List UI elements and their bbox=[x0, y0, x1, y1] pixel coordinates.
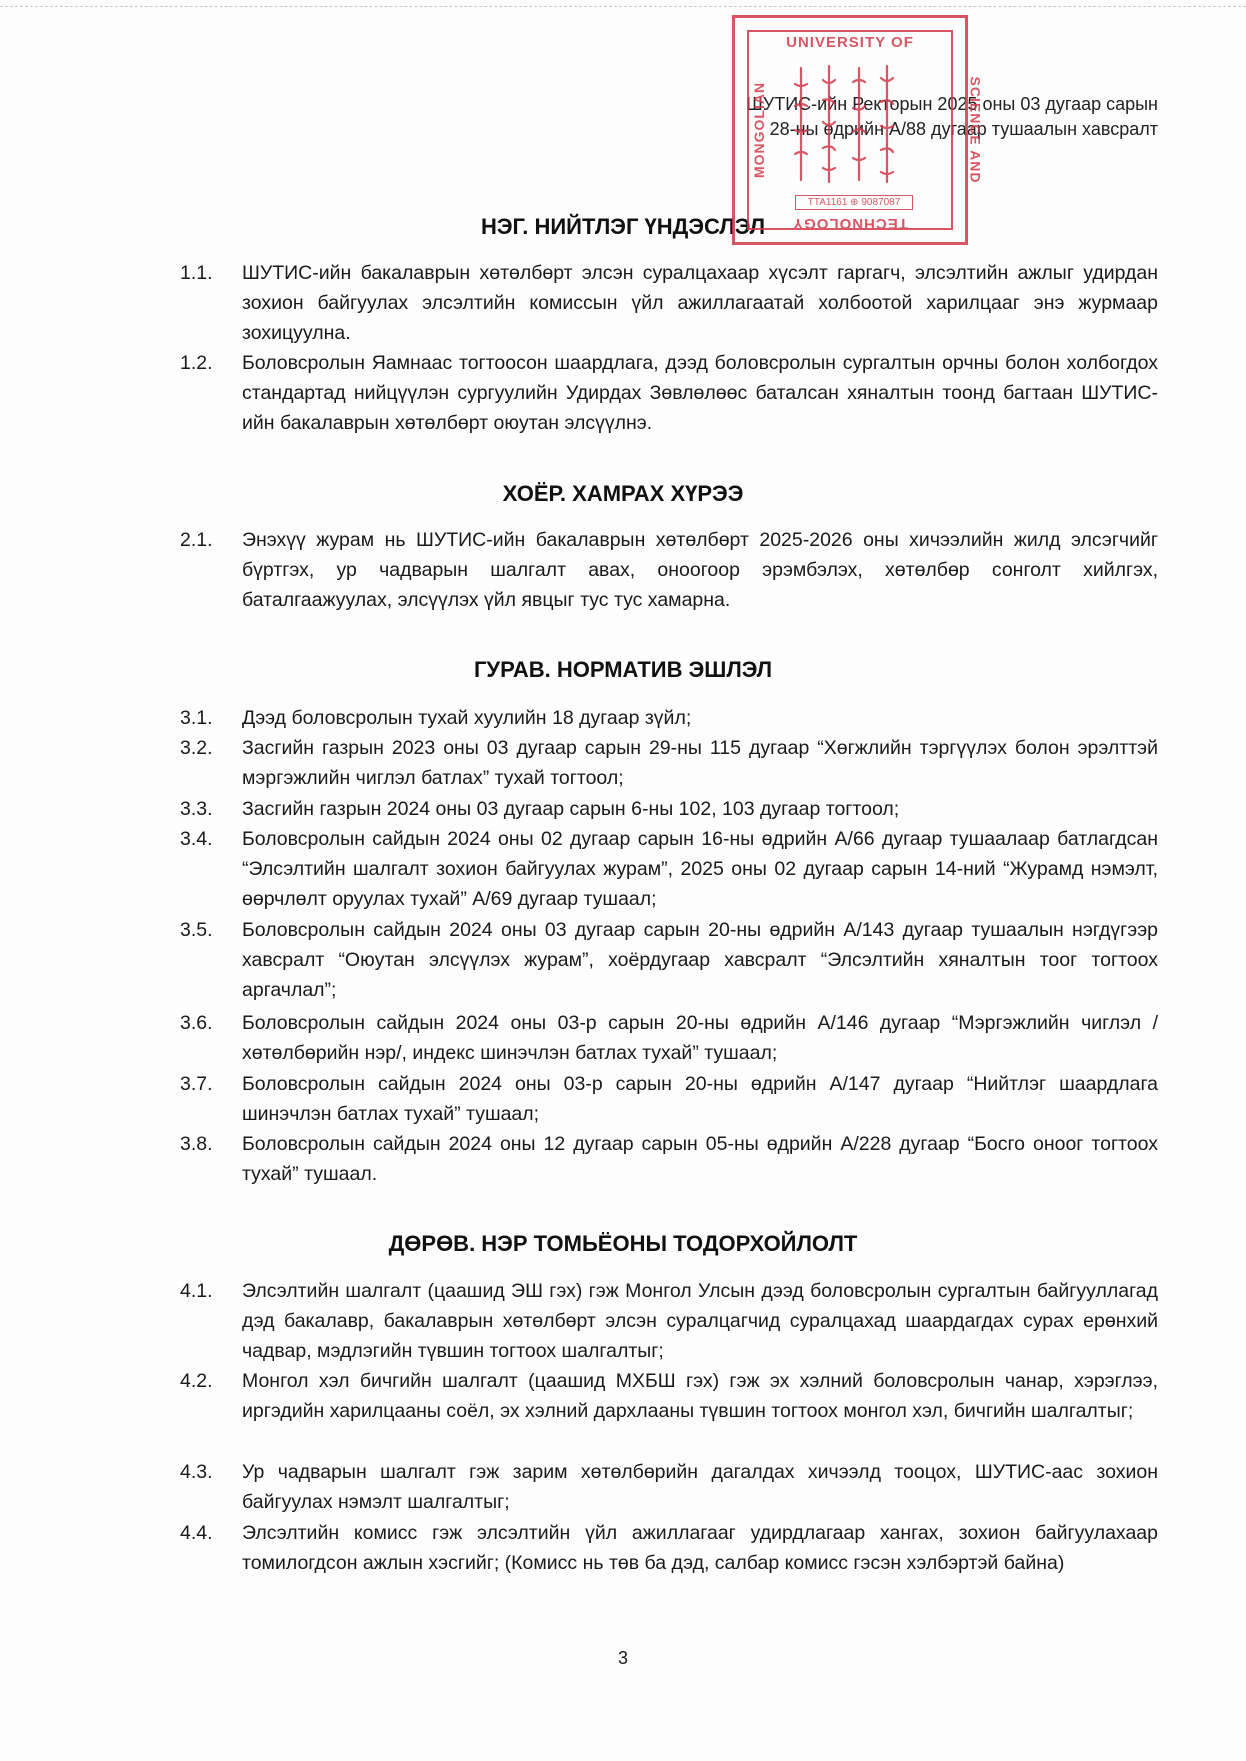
clause-text: Засгийн газрын 2024 оны 03 дугаар сарын 6-ны 102, 103 дугаар тогтоол; bbox=[242, 798, 900, 820]
clause-number: 3.6. bbox=[180, 1012, 213, 1034]
clause-3-4 bbox=[180, 824, 1158, 914]
section-title-2: ХОЁР. ХАМРАХ ХҮРЭЭ bbox=[502, 481, 744, 506]
clause-number: 3.4. bbox=[180, 828, 213, 850]
clause-text: Элсэлтийн шалгалт (цаашид ЭШ гэх) гэж Монгол Улсын дээд боловсролын сургалтын байгууллагад дэд бакалавр, бакалаврын хөтөлбөрт элсэн суралцагчид суралцахад шаардагдах сурах ерөнхий чадвар, мэдлэгийн түвшин тогтоох шалгалтыг; bbox=[242, 1280, 1158, 1362]
clause-number: 3.3. bbox=[180, 798, 213, 820]
clause-text: Засгийн газрын 2023 оны 03 дугаар сарын 29-ны 115 дугаар “Хөгжлийн тэргүүлэх болон эрэлттэй мэргэжлийн чиглэл батлах” тухай тогтоол; bbox=[242, 737, 1158, 789]
clause-number: 4.3. bbox=[180, 1461, 213, 1483]
stamp-text-right: SCIENCE AND bbox=[967, 76, 984, 184]
clause-3-1 bbox=[180, 703, 1158, 733]
clause-number: 1.1. bbox=[180, 262, 213, 284]
page-number: 3 bbox=[617, 1648, 628, 1668]
order-reference-line-2: 28-ны өдрийн А/88 дугаар тушаалын хавсралт bbox=[769, 119, 1158, 139]
stamp-text-top: UNIVERSITY OF bbox=[786, 34, 914, 51]
stamp-registration-code: TTA1161 ⊕ 9087087 bbox=[795, 195, 913, 210]
clause-number: 3.7. bbox=[180, 1073, 213, 1095]
clause-1-1 bbox=[180, 258, 1158, 348]
order-reference-line-1: ШУТИС-ийн Ректорын 2025 оны 03 дугаар сарын bbox=[746, 94, 1158, 114]
clause-1-2 bbox=[180, 348, 1158, 438]
clause-number: 4.2. bbox=[180, 1370, 213, 1392]
clause-4-1 bbox=[180, 1276, 1158, 1366]
mongolian-script-seal-icon bbox=[787, 62, 917, 190]
clause-2-1 bbox=[180, 525, 1158, 615]
clause-3-8 bbox=[180, 1129, 1158, 1189]
clause-4-4 bbox=[180, 1518, 1158, 1578]
university-stamp bbox=[732, 15, 984, 245]
clause-number: 3.2. bbox=[180, 737, 213, 759]
clause-number: 3.8. bbox=[180, 1133, 213, 1155]
clause-text: Дээд боловсролын тухай хуулийн 18 дугаар зүйл; bbox=[242, 707, 692, 729]
clause-3-7 bbox=[180, 1069, 1158, 1129]
page-edge-divider bbox=[0, 6, 1246, 7]
clause-number: 3.5. bbox=[180, 919, 213, 941]
clause-3-2 bbox=[180, 733, 1158, 793]
section-title-4: ДӨРӨВ. НЭР ТОМЬЁОНЫ ТОДОРХОЙЛОЛТ bbox=[388, 1231, 858, 1256]
stamp-text-left: MONGOLIAN bbox=[751, 81, 768, 179]
clause-4-2 bbox=[180, 1366, 1158, 1426]
clause-text: Боловсролын сайдын 2024 оны 02 дугаар сарын 16-ны өдрийн А/66 дугаар тушаалаар батлагдсан “Элсэлтийн шалгалт зохион байгуулах журам”, 2025 оны 02 дугаар сарын 14-ний “Журамд нэмэлт, өөрчлөлт оруулах тухай” А/69 дугаар тушаал; bbox=[242, 828, 1158, 910]
clause-4-3 bbox=[180, 1457, 1158, 1517]
clause-number: 2.1. bbox=[180, 529, 213, 551]
clause-number: 1.2. bbox=[180, 352, 213, 374]
clause-text: Монгол хэл бичгийн шалгалт (цаашид МХБШ гэх) гэж эх хэлний боловсролын чанар, хэрэглээ, иргэдийн харилцааны соёл, эх хэлний дархлааны түвшин тогтоох монгол хэл, бичгийн шалгалтыг; bbox=[242, 1370, 1158, 1422]
clause-number: 4.4. bbox=[180, 1522, 213, 1544]
clause-text: Боловсролын Яамнаас тогтоосон шаардлага, дээд боловсролын сургалтын орчны болон холбогдох стандартад нийцүүлэн сургуулийн Удирдах Зөвлөлөөс баталсан хяналтын тоонд багтаан ШУТИС-ийн бакалаврын хөтөлбөрт оюутан элсүүлнэ. bbox=[242, 352, 1158, 434]
clause-number: 4.1. bbox=[180, 1280, 213, 1302]
clause-text: Ур чадварын шалгалт гэж зарим хөтөлбөрийн дагалдах хичээлд тооцох, ШУТИС-аас зохион байгуулах нэмэлт шалгалтыг; bbox=[242, 1461, 1158, 1513]
clause-text: Боловсролын сайдын 2024 оны 03 дугаар сарын 20-ны өдрийн А/143 дугаар тушаалын нэгдүгээр хавсралт “Оюутан элсүүлэх журам”, хоёрдугаар хавсралт “Элсэлтийн хяналтын тоог тогтоох аргачлал”; bbox=[242, 919, 1158, 1001]
clause-text: Боловсролын сайдын 2024 оны 03-р сарын 20-ны өдрийн А/147 дугаар “Нийтлэг шаардлага шинэчлэн батлах тухай” тушаал; bbox=[242, 1073, 1158, 1125]
clause-text: Энэхүү журам нь ШУТИС-ийн бакалаврын хөтөлбөрт 2025-2026 оны хичээлийн жилд элсэгчийг бүртгэх, ур чадварын шалгалт авах, оноогоор эрэмбэлэх, хөтөлбөр сонголт хийлгэх, баталгаажуулах, элсүүлэх үйл явцыг тус тус хамарна. bbox=[242, 529, 1158, 611]
section-title-1: НЭГ. НИЙТЛЭГ ҮНДЭСЛЭЛ bbox=[480, 214, 766, 239]
clause-text: Боловсролын сайдын 2024 оны 03-р сарын 20-ны өдрийн А/146 дугаар “Мэргэжлийн чиглэл /хөтөлбөрийн нэр/, индекс шинэчлэн батлах тухай” тушаал; bbox=[242, 1012, 1158, 1064]
clause-text: ШУТИС-ийн бакалаврын хөтөлбөрт элсэн суралцахаар хүсэлт гаргагч, элсэлтийн ажлыг удирдан зохион байгуулах элсэлтийн комиссын үйл ажиллагаатай холбоотой харилцааг энэ журмаар зохицуулна. bbox=[242, 262, 1158, 344]
clause-text: Боловсролын сайдын 2024 оны 12 дугаар сарын 05-ны өдрийн А/228 дугаар “Босго оноог тогтоох тухай” тушаал. bbox=[242, 1133, 1158, 1185]
clause-3-5 bbox=[180, 915, 1158, 1005]
clause-3-6 bbox=[180, 1008, 1158, 1068]
clause-3-3 bbox=[180, 794, 1158, 824]
stamp-text-bottom: TECHNOLOGY bbox=[792, 215, 908, 232]
clause-number: 3.1. bbox=[180, 707, 213, 729]
section-title-3: ГУРАВ. НОРМАТИВ ЭШЛЭЛ bbox=[473, 657, 773, 682]
clause-text: Элсэлтийн комисс гэж элсэлтийн үйл ажиллагааг удирдлагаар хангах, зохион байгуулахаар томилогдсон ажлын хэсгийг; (Комисс нь төв ба дэд, салбар комисс гэсэн хэлбэртэй байна) bbox=[242, 1522, 1158, 1574]
